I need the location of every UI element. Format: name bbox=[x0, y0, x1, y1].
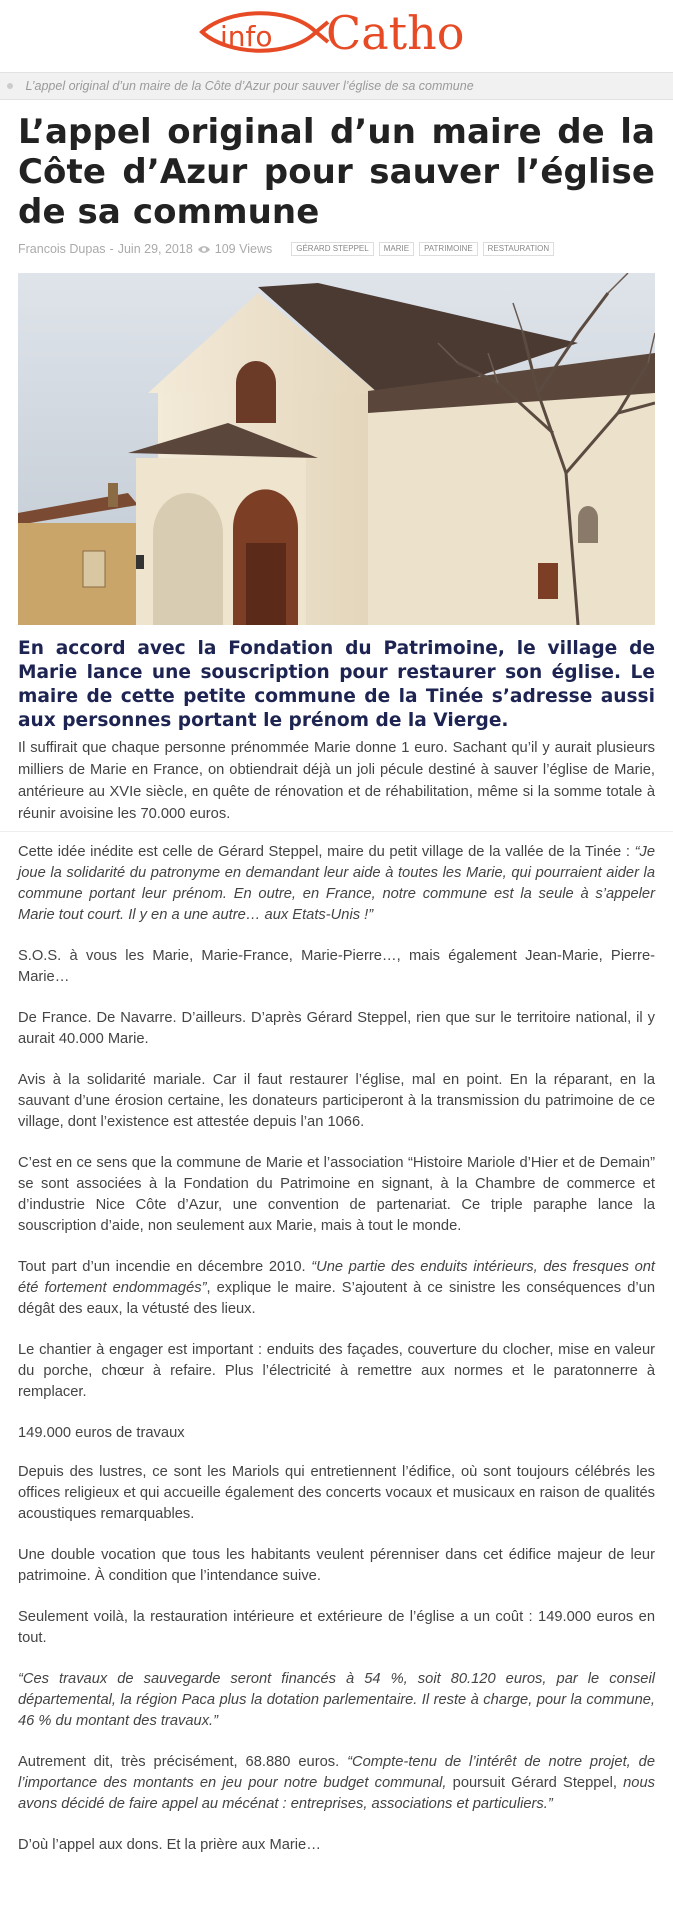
meta-separator: - bbox=[109, 242, 114, 256]
article-meta bbox=[18, 238, 655, 260]
site-header bbox=[0, 0, 673, 72]
views-label: Views bbox=[239, 242, 273, 256]
quote-text: “Compte-tenu de l’intérêt de notre projet, de l’importance des montants en jeu pour notre budget communal, bbox=[18, 1754, 655, 1791]
home-icon[interactable] bbox=[6, 82, 14, 90]
article-title: L’appel original d’un maire de la Côte d’Azur pour sauver l’église de sa commune bbox=[18, 112, 655, 232]
paragraph-text: Tout part d’un incendie en décembre 2010. bbox=[18, 1259, 312, 1275]
paragraph-text: Autrement dit, très précisément, 68.880 euros. bbox=[18, 1754, 348, 1770]
breadcrumb bbox=[0, 72, 673, 100]
paragraph: De France. De Navarre. D’ailleurs. D’après Gérard Steppel, rien que sur le territoire national, il y aurait 40.000 Marie. bbox=[18, 1010, 655, 1047]
paragraph-text: Cette idée inédite est celle de Gérard Steppel, maire du petit village de la vallée de la Tinée : bbox=[18, 844, 635, 860]
church-illustration bbox=[18, 273, 655, 625]
svg-text:Catho: Catho bbox=[326, 6, 465, 60]
tag-patrimoine[interactable]: PATRIMOINE bbox=[419, 242, 478, 256]
eye-icon bbox=[197, 245, 211, 254]
quote-text: “Je joue la solidarité du patronyme en demandant leur aide à toutes les Marie, qui pourraient aider la commune portant leur prénom. En outre, en France, notre commune est la seule à s’appeler Marie tout court. Il y en a une autre… aux Etats-Unis !” bbox=[18, 844, 655, 923]
paragraph bbox=[18, 1669, 655, 1732]
views-count: 109 bbox=[214, 242, 236, 256]
article-intro: Il suffirait que chaque personne prénommée Marie donne 1 euro. Sachant qu’il y aurait plusieurs milliers de Marie en France, on obtiendrait déjà un joli pécule destiné à sauver l’église de Marie, antérieure au XVIe siècle, en quête de rénovation et de réhabilitation, même si la somme totale à réunir avoisine les 70.000 euros. bbox=[18, 740, 655, 822]
tag-marie[interactable]: MARIE bbox=[379, 242, 414, 256]
paragraph bbox=[18, 1752, 655, 1815]
quote-text: “Une partie des enduits intérieurs, des fresques ont été fortement endommagés” bbox=[18, 1259, 655, 1296]
paragraph: Seulement voilà, la restauration intérieure et extérieure de l’église a un coût : 149.000 euros en tout. bbox=[18, 1609, 655, 1646]
paragraph-text: poursuit Gérard Steppel, bbox=[446, 1775, 624, 1791]
paragraph: Depuis des lustres, ce sont les Mariols qui entretiennent l’édifice, où sont toujours célébrés les offices religieux et qui accueille également des concerts vocaux et musicaux en raison de qualités acoustiques remarquables. bbox=[18, 1464, 655, 1522]
tag-restauration[interactable]: RESTAURATION bbox=[483, 242, 554, 256]
paragraph: C’est en ce sens que la commune de Marie et l’association “Histoire Mariole d’Hier et de Demain” se sont associées à la Fondation du Patrimoine en signant, à la Chambre de commerce et d’industrie Nice Côte d’Azur, une convention de partenariat. Ce triple paraphe lance la souscription d’aide, non seulement aux Marie, mais à tout le monde. bbox=[18, 1155, 655, 1234]
quote-text: “Ces travaux de sauvegarde seront financés à 54 %, soit 80.120 euros, par le conseil départemental, la région Paca plus la dotation parlementaire. Il reste à charge, pour la commune, 46 % du montant des travaux.” bbox=[18, 1671, 655, 1729]
paragraph bbox=[18, 842, 655, 926]
subheading: 149.000 euros de travaux bbox=[18, 1425, 185, 1441]
infocatho-logo[interactable] bbox=[198, 2, 498, 66]
paragraph: D’où l’appel aux dons. Et la prière aux Marie… bbox=[18, 1837, 321, 1853]
author-link[interactable]: Francois Dupas bbox=[18, 242, 106, 256]
paragraph: S.O.S. à vous les Marie, Marie-France, Marie-Pierre…, mais également Jean-Marie, Pierre-Marie… bbox=[18, 948, 655, 985]
paragraph-text: , explique le maire. S’ajoutent à ce sinistre les conséquences d’un dégât des eaux, la vétusté des lieux. bbox=[18, 1280, 655, 1317]
paragraph: Une double vocation que tous les habitants veulent pérenniser dans cet édifice majeur de leur patrimoine. À condition que l’intendance suive. bbox=[18, 1547, 655, 1584]
article-lead: En accord avec la Fondation du Patrimoine, le village de Marie lance une souscription pour restaurer son église. Le maire de cette petite commune de la Tinée s’adresse aussi aux personnes portant le prénom de la Vierge. bbox=[18, 638, 655, 731]
paragraph: Avis à la solidarité mariale. Car il faut restaurer l’église, mal en point. En la réparant, en la sauvant d’une érosion certaine, les donateurs participeront à la transmission du patrimoine de ce village, dont l’existence est attestée depuis l’an 1066. bbox=[18, 1072, 655, 1130]
section-divider bbox=[0, 831, 673, 832]
paragraph: Le chantier à engager est important : enduits des façades, couverture du clocher, mise en valeur du porche, chœur à refaire. Plus l’électricité à remettre aux normes et le paratonnerre à remplacer. bbox=[18, 1342, 655, 1400]
church-photo bbox=[18, 273, 655, 625]
tag-gerard-steppel[interactable]: GÉRARD STEPPEL bbox=[291, 242, 373, 256]
quote-text: nous avons décidé de faire appel au mécénat : entreprises, associations et particuliers.” bbox=[18, 1775, 655, 1812]
post-date: Juin 29, 2018 bbox=[117, 242, 193, 256]
paragraph bbox=[18, 1257, 655, 1320]
svg-text:info: info bbox=[220, 20, 273, 53]
breadcrumb-current: L’appel original d’un maire de la Côte d’Azur pour sauver l’église de sa commune bbox=[25, 79, 474, 93]
